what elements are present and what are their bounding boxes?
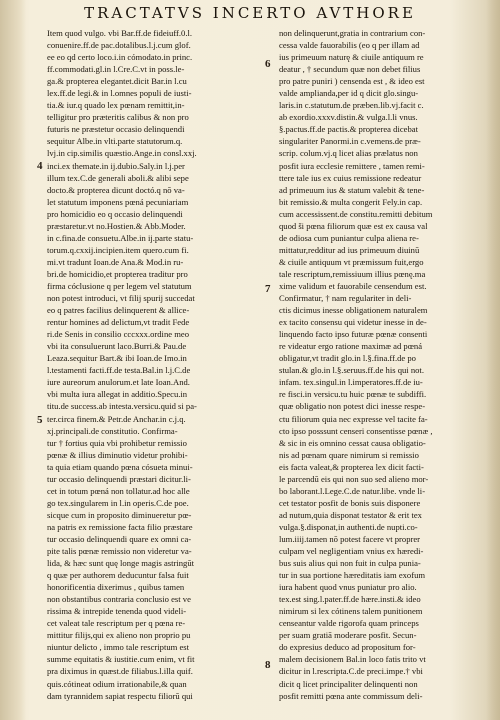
- text-line: ctu filiorum quia nec expresse vel tacite fa-: [279, 413, 428, 424]
- text-line: ad nutum,quia disponat testator & erit tex: [279, 509, 422, 520]
- text-line: iure aureorum anulorum.et late Ioan.And.: [47, 377, 190, 388]
- text-line: niuntur delicto , immo tale rescriptum est: [47, 642, 190, 653]
- text-line: quis.cótineat odium irrationabile,& quan: [47, 678, 187, 689]
- text-line: eis facta valeat,& propterea lex dicit facti-: [279, 461, 424, 472]
- text-line: ee eo qd certo loco.i.in cómodato.in princ.: [47, 52, 193, 63]
- text-line: dicit q licet principaliter delinquenti non: [279, 678, 418, 689]
- text-line: conuenire.ff.de pac.dotalibus.l.j.cum glof.: [47, 40, 191, 51]
- text-line: bit remissio.& multa congerit Fely.in cap.: [279, 196, 423, 207]
- text-line: xj.principali.de constitutio. Confirma-: [47, 425, 178, 436]
- text-line: rentur homines ad delictum,vt tradit Fede: [47, 317, 190, 328]
- text-line: let statutum imponens pœná pecuniariam: [47, 196, 189, 207]
- text-line: ex tacito consensu qui videtur inesse in de-: [279, 317, 427, 328]
- text-line: posfit remitti pœna ante commissum deli-: [279, 690, 423, 701]
- text-line: scrip. colum.vj.q licet alias prælatus non: [279, 148, 418, 159]
- text-line: ttere tale ius ex cuius remissione redeatur: [279, 172, 422, 183]
- text-line: Confirmatur, † nam regulariter in deli-: [279, 293, 412, 304]
- text-line: ff.commodati.gl.in l.Cre.C.vt in poss.le-: [47, 64, 185, 75]
- text-line: vbi multa iura allegat in additio.Specu.in: [47, 389, 188, 400]
- text-line: xime validum et fauorabile censendum est.: [279, 280, 427, 291]
- text-line: §.pactus.ff.de pactis.& propterea dicebat: [279, 124, 418, 135]
- text-line: cet in totum pœná non tollatur.ad hoc alle: [47, 485, 190, 496]
- margin-marker-6: 6: [265, 58, 271, 70]
- text-line: linquendo facto ipso futuræ pœnæ consenti: [279, 329, 428, 340]
- text-line: tur occasio delinquendi præstari dicitur.li-: [47, 473, 191, 484]
- text-line: sequitur Albe.in vlti.parte statutorum.q.: [47, 136, 183, 147]
- text-line: non obstantibus contraria conclusio est ve: [47, 594, 191, 605]
- text-line: firma cóclusione q per legem vel statutum: [47, 280, 192, 291]
- text-line: cessa valde fauorabilis (eo q per illam ad: [279, 40, 420, 51]
- text-line: ri.de Senis in consilio cccxxx.ordine meo: [47, 329, 190, 340]
- running-header: TRACTATVS INCERTO AVTHORE: [84, 4, 416, 22]
- text-line: docto.& propterea dicunt doctó.q nō va-: [47, 184, 185, 195]
- text-line: sicque cum in proposito diminueretur pœ-: [47, 509, 192, 520]
- text-line: dam tyrannidem sapiat respectu filiorū qui: [47, 690, 193, 701]
- text-line: tur in sua portione hæreditatis iam exofum: [279, 570, 426, 581]
- margin-marker-7: 7: [265, 283, 271, 295]
- text-line: pro patre puniri ) censenda est , & ideo est: [279, 76, 425, 87]
- binding-shadow: [0, 0, 26, 720]
- text-line: singulariter Panormi.in c.vemens.de præ-: [279, 136, 421, 147]
- text-line: summe equitatis & iustitie.cum enim, vt fit: [47, 654, 195, 665]
- text-line: ga.& propterea elegantet.dicit Bar.in l.cu: [47, 76, 187, 87]
- text-line: culpam vel negligentiam vnius ex hæredi-: [279, 546, 424, 557]
- text-line: go tex.singularem in l.in operis.C.de poe.: [47, 497, 189, 508]
- text-line: laris.in c.statutum.de præben.lib.vj.facit c.: [279, 100, 424, 111]
- text-line: quæ obligatio non potest dici inesse respe-: [279, 401, 426, 412]
- left-text-column: [47, 27, 260, 702]
- text-line: ius primeuum naturę & ciuile antiquum re: [279, 52, 424, 63]
- text-line: lvj.in cip.similis quæstio.Ange.in consl.xxj.: [47, 148, 197, 159]
- text-line: pœnæ & illius diminutio videtur prohibi-: [47, 449, 188, 460]
- text-line: & sic in eis omnino cessat causa obligatio-: [279, 437, 426, 448]
- text-line: cto ipso posssunt censeri consentisse pœnæ ,: [279, 425, 433, 436]
- text-line: telligitur pro præteritis calibus & non pro: [47, 112, 189, 123]
- text-line: ctis dicimus inesse obligationem naturalem: [279, 305, 428, 316]
- text-line: deatur , † secundum quæ non debet filius: [279, 64, 421, 75]
- text-line: posfit iura ecclesie remittere , tamen remi-: [279, 160, 425, 171]
- text-line: in c.fina.de consuetu.Albe.in ij.parte statu-: [47, 232, 194, 243]
- text-line: tale rescriptum,remissiuum illius pœnę.ma: [279, 268, 426, 279]
- text-line: q quæ per authorem deducuntur falsa fuit: [47, 570, 189, 581]
- text-line: lum.iiij.tamen nō potest facere vt proprer: [279, 533, 421, 544]
- text-line: eo q patres facilius delinquerent & allice-: [47, 305, 190, 316]
- text-line: Leaza.sequitur Bart.& ibi Ioan.de Imo.in: [47, 353, 187, 364]
- text-line: stulan.& glo.in l.§.seruus.ff.de his qui not.: [279, 365, 424, 376]
- text-line: præstaretur.vt no.Hostien.& Abb.Moder.: [47, 220, 186, 231]
- text-line: re videatur ergo ratione maximæ ad pœná: [279, 341, 423, 352]
- right-text-column: [279, 27, 485, 702]
- text-line: nimirum si lex cótinens talem punitionem: [279, 606, 423, 617]
- margin-marker-4: 4: [37, 160, 43, 172]
- text-line: illum tex.C.de generali aboli.& alibi sepe: [47, 172, 189, 183]
- text-line: lex.ff.de legi.& in l.omnes populi de iusti-: [47, 88, 192, 99]
- text-line: non potest introduci, vt filij spurij succedat: [47, 293, 195, 304]
- text-line: tex.est sing.l.pater.ff.de hære.insti.& ideo: [279, 594, 421, 605]
- text-line: vulga.§.disponat,in authenti.de nupti.co-: [279, 521, 418, 532]
- text-line: Item quod vulgo. vbi Bar.ff.de fideiuff.0.l.: [47, 28, 193, 38]
- text-line: do expresius deduco ad propositum for-: [279, 642, 416, 653]
- text-line: tur † fortius quia vbi prohibetur remissio: [47, 437, 187, 448]
- text-line: torum.q.cxxij.incipien.item quero.cum fi.: [47, 244, 189, 255]
- text-line: bus suis alius qui non fuit in culpa punia-: [279, 558, 421, 569]
- text-line: ab exordio.xxxv.distin.& vulga.l.li vnus.: [279, 112, 418, 123]
- text-line: cet valeat tale rescriptum per q pœna re-: [47, 618, 186, 629]
- margin-marker-8: 8: [265, 659, 271, 671]
- text-line: re fisci.in versicu.tu huic pœnæ te subdiffi.: [279, 389, 427, 400]
- text-line: ad primeuum ius & statum valebit & tene-: [279, 184, 425, 195]
- text-line: na patris ex remissione facta filio præstare: [47, 521, 193, 532]
- text-line: lida, & hæc sunt quę longe magis astringūt: [47, 558, 195, 569]
- text-line: & ciuile antiquum vt præmissum fuit,ergo: [279, 256, 424, 267]
- page-edge-shadow: [486, 0, 500, 720]
- text-line: mittatur,redditur ad ius primeuum diuinū: [279, 244, 420, 255]
- text-line: futuris ne præstetur occasio delinquendi: [47, 124, 185, 135]
- text-line: ter.circa finem.& Petr.de Anchar.in c.j.q.: [47, 413, 186, 424]
- text-line: le parcendū eis qui non suo sed alieno mor-: [279, 473, 429, 484]
- text-line: obligatur,vt tradit glo.in l.§.fina.ff.de po: [279, 353, 416, 364]
- text-line: per suam gratiā moderare posfit. Secun-: [279, 630, 417, 641]
- text-line: non delinquerunt,gratia in contrarium con-: [279, 28, 426, 38]
- text-line: valde amplianda,per id q dicit glo.singu-: [279, 88, 419, 99]
- text-line: vbi ita consuluerunt laco.Burri.& Pau.de: [47, 341, 187, 352]
- margin-marker-5: 5: [37, 414, 43, 426]
- text-line: iura habent quod vnus puniatur pro alio.: [279, 582, 417, 593]
- text-line: quod ši pœna filiorum quæ est ex causa val: [279, 220, 428, 231]
- text-line: rissima & intrepide tenenda quod videli-: [47, 606, 187, 617]
- text-line: pro homicidio eo q occasio delinquendi: [47, 208, 183, 219]
- text-line: de odiosa cum puniantur culpa aliena re-: [279, 232, 419, 243]
- text-line: censeantur valde rigorofa quam princeps: [279, 618, 419, 629]
- text-line: bo laborant.l.Lege.C.de natur.libe. vnde li-: [279, 485, 426, 496]
- text-line: cum accessissent.de constitu.remitti debitum: [279, 208, 433, 219]
- text-line: dicitur in l.rescripta.C.de preci.impe.† vbi: [279, 666, 423, 677]
- text-line: malem decisionem Bal.in loco fatis trito vt: [279, 654, 426, 665]
- text-line: mi.vt tradunt Ioan.de Ana.& Mod.in ru-: [47, 256, 184, 267]
- text-line: honorificentia dixerimus , quibus tamen: [47, 582, 185, 593]
- text-line: mittitur filijs,qui ex alieno non proprio pu: [47, 630, 191, 641]
- text-line: nis ad pœnam quare nimirum si remissio: [279, 449, 419, 460]
- text-line: cet testator posfit de bonis suis disponere: [279, 497, 421, 508]
- text-line: tur occasio delinquendi quare ex omni ca-: [47, 533, 192, 544]
- text-line: l.testamenti facti.ff.de testa.Bal.in l.j.C.de: [47, 365, 191, 376]
- text-line: bri.de homicidio,et propterea traditur pro: [47, 268, 188, 279]
- text-line: ta quia etiam quando pœna cósueta minui-: [47, 461, 193, 472]
- text-line: infam. tex.singul.in l.imperatores.ff.de iu-: [279, 377, 423, 388]
- text-line: pite talis pœnæ remissio non videretur va-: [47, 546, 192, 557]
- text-line: titu.de success.ab intesta.versicu.quid si pa-: [47, 401, 197, 412]
- text-line: inci.ex themate.in ij.dubio.Saly.in l.j.per: [47, 160, 185, 171]
- text-line: tia.& iur.q quado lex pœnam remittit,in-: [47, 100, 185, 111]
- text-line: pra diximus in quæst.de filiabus.l.illa quif.: [47, 666, 193, 677]
